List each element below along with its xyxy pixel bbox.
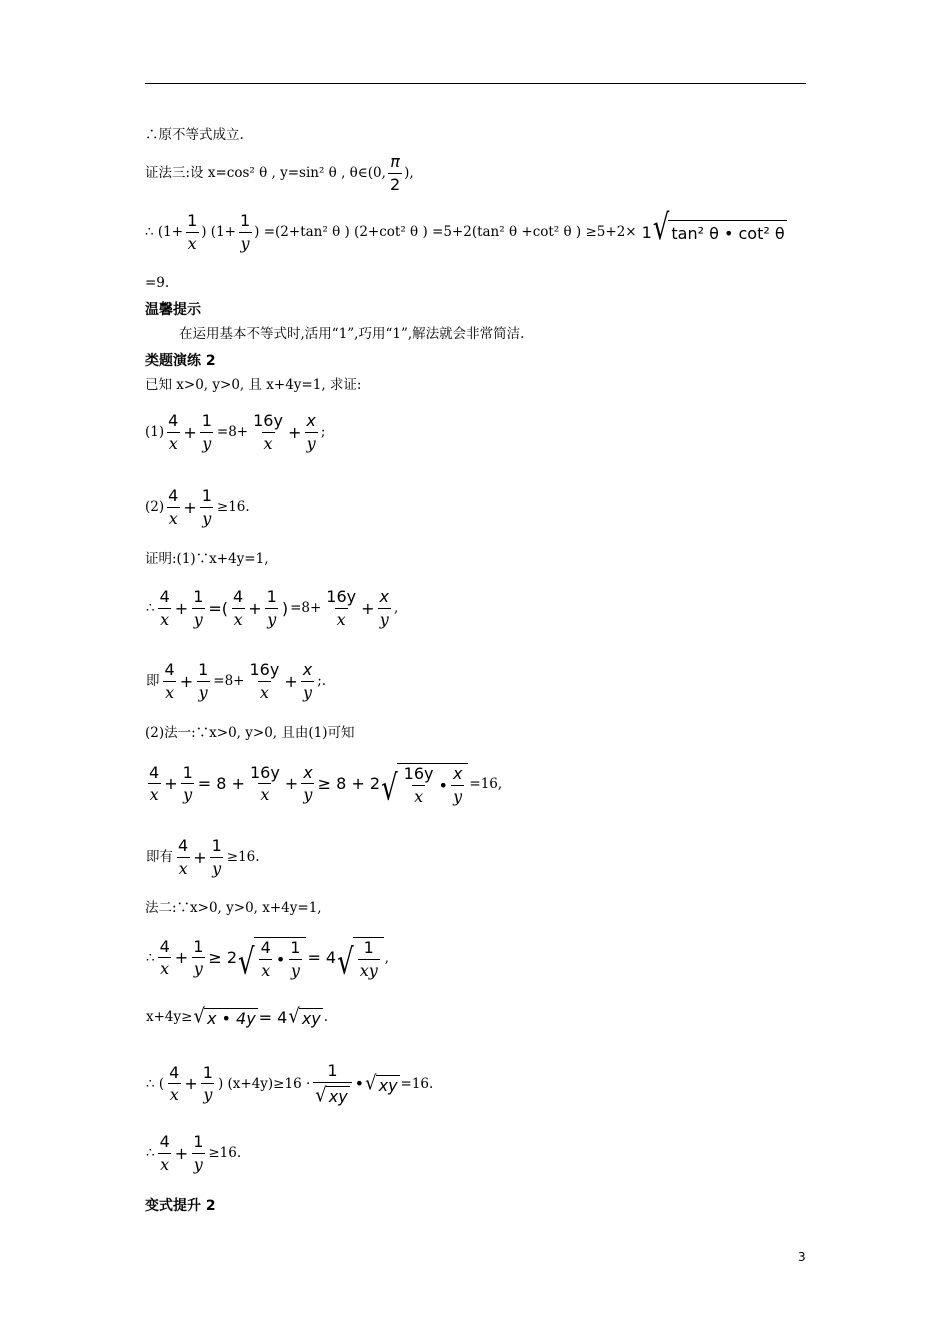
step-8: ∴ $\frac{4}{x}$ + $\frac{1}{y}$ ≥16.: [146, 1132, 242, 1174]
practice-title: 类题演练 2: [145, 353, 216, 369]
step-7: ∴ ( $\frac{4}{x}$ + $\frac{1}{y}$ ) (x+4y)≥16 · 1 √ xy • √ xy =16.: [146, 1061, 434, 1107]
method-2-intro: 法二:∵x>0, y>0, x+4y=1,: [145, 900, 322, 916]
proof-method-3-line: 证法三:设 x=cos² θ , y=sin² θ , θ∈(0, $\frac{\pi}{2}$ ),: [145, 152, 414, 194]
conclusion-text: ∴原不等式成立.: [145, 127, 244, 143]
step-1: ∴ $\frac{4}{x}$ + $\frac{1}{y}$ =( $\frac{4}{x}$ + $\frac{1}{y}$ ) =8+ $\frac{16y}{x}$ + $\frac{x}{y}$ ,: [146, 587, 399, 629]
sqrt-tan-cot: √ tan² θ • cot² θ: [652, 207, 785, 249]
sqrt-1-over-xy: √ $\frac{1}{xy}$: [337, 937, 384, 980]
tip-text: 在运用基本不等式时,活用“1”,巧用“1”,解法就会非常简洁.: [179, 326, 525, 342]
method-1-intro: (2)法一:∵x>0, y>0, 且由(1)可知: [145, 725, 355, 741]
header-rule: [145, 83, 806, 84]
fraction-pi-over-2: $\frac{\pi}{2}$: [389, 152, 401, 194]
step-4: 即有 $\frac{4}{x}$ + $\frac{1}{y}$ ≥16.: [146, 836, 260, 878]
step-2: 即 $\frac{4}{x}$ + $\frac{1}{y}$ =8+ $\frac{16y}{x}$ + $\frac{x}{y}$ ;.: [146, 660, 327, 702]
tip-title: 温馨提示: [145, 302, 201, 318]
sqrt-4-x-times-1-y: √ $\frac{4}{x}$ • $\frac{1}{y}$: [238, 937, 306, 980]
variant-title: 变式提升 2: [145, 1198, 216, 1214]
step-5: ∴ $\frac{4}{x}$ + $\frac{1}{y}$ ≥ 2 √ $\frac{4}{x}$ • $\frac{1}{y}$ = 4 √ $\frac{1}{xy}$ ,: [146, 936, 390, 983]
given-text: 已知 x>0, y>0, 且 x+4y=1, 求证:: [145, 377, 362, 393]
text-line-equals-9: =9.: [145, 275, 170, 291]
fraction-1-over-x: $\frac{1}{x}$: [187, 211, 198, 253]
method-3-text: 证法三:设 x=cos² θ , y=sin² θ , θ∈(0,: [145, 165, 386, 182]
sqrt-xy: √ xy: [288, 1005, 321, 1029]
sqrt-16y-x-times-x-y: √ $\frac{16y}{x}$ • $\frac{x}{y}$: [381, 763, 468, 806]
problem-2: (2) $\frac{4}{x}$ + $\frac{1}{y}$ ≥16.: [145, 486, 250, 528]
proof-start: 证明:(1)∵x+4y=1,: [145, 551, 269, 567]
sqrt-x-times-4y: √ x • 4y: [193, 1005, 256, 1029]
step-3: $\frac{4}{x}$ + $\frac{1}{y}$ = 8 + $\frac{16y}{x}$ + $\frac{x}{y}$ ≥ 8 + 2 √ $\frac{16y}{x}$ • $\frac{x}{y}$ =16,: [149, 762, 503, 809]
fraction-1-over-y: $\frac{1}{y}$: [239, 211, 251, 253]
trig-inequality-line: ∴ (1+ $\frac{1}{x}$ ) (1+ $\frac{1}{y}$ ) =(2+tan² θ ) (2+cot² θ ) =5+2(tan² θ +cot² θ ) ≥5+2× 1 √ tan² θ • cot² θ: [145, 207, 785, 253]
text-line-conclusion: [145, 129, 244, 143]
step-6: x+4y≥ √ x • 4y = 4 √ xy .: [146, 1005, 329, 1029]
page-number: 3: [798, 1250, 806, 1264]
problem-1: (1) $\frac{4}{x}$ + $\frac{1}{y}$ =8+ $\frac{16y}{x}$ + $\frac{x}{y}$ ;: [145, 411, 326, 453]
